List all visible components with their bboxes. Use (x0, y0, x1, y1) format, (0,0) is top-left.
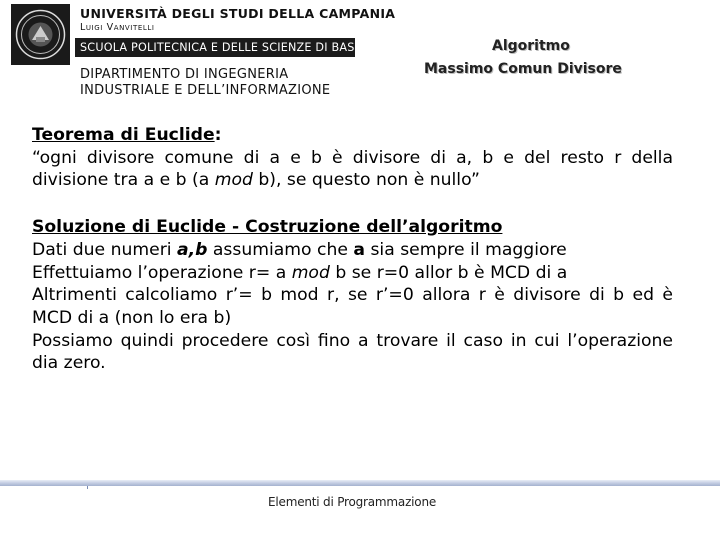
department-line-1: DIPARTIMENTO DI INGEGNERIA (80, 67, 289, 82)
solution-line-3: Altrimenti calcoliamo r’= b mod r, se r’=0 allora r è divisore di b ed è MCD di a (non lo era b) (32, 285, 673, 328)
university-name: UNIVERSITÀ DEGLI STUDI DELLA CAMPANIA (80, 6, 396, 21)
solution-heading-line (32, 216, 673, 239)
theorem-text-b: b), se questo non è nullo” (252, 170, 480, 191)
solution-line-2-b: b se r=0 allor b è MCD di a (329, 262, 568, 283)
solution-line-1-var: a,b (177, 239, 208, 260)
slide-content (32, 124, 673, 375)
solution-line-1 (32, 239, 673, 262)
school-name: SCUOLA POLITECNICA E DELLE SCIENZE DI BASE (80, 41, 362, 54)
solution-line-2-mod: mod (291, 262, 330, 283)
footer-text: Elementi di Programmazione (268, 495, 437, 509)
solution-line-4: Possiamo quindi procedere così fino a trovare il caso in cui l’operazione dia zero. (32, 330, 673, 374)
solution-line-2 (32, 262, 673, 285)
theorem-text (32, 147, 673, 192)
solution-line-1-bold: a (353, 239, 365, 260)
footer-bar-tick (87, 486, 88, 489)
theorem-heading-line (32, 124, 673, 147)
department-line-2: INDUSTRIALE E DELL’INFORMAZIONE (80, 83, 331, 98)
solution-line-1-c: sia sempre il maggiore (365, 239, 567, 260)
solution-line-1-b: assumiamo che (207, 239, 354, 260)
spacer (32, 192, 673, 216)
theorem-text-a: “ogni divisore comune di a e b è divisore di a, b e del resto r della divisione tra a e b (a (32, 147, 673, 191)
solution-heading: Soluzione di Euclide - Costruzione dell’algoritmo (32, 217, 503, 238)
theorem-heading: Teorema di Euclide (32, 125, 215, 145)
theorem-colon: : (214, 125, 222, 145)
footer-bar (0, 480, 720, 486)
slide-title-line-1: Algoritmo (492, 38, 570, 54)
solution-line-1-a: Dati due numeri (32, 239, 177, 260)
solution-line-2-a: Effettuiamo l’operazione r= a (32, 262, 292, 283)
university-seal-icon (11, 4, 70, 65)
university-subtitle: Luigi Vanvitelli (80, 22, 155, 33)
slide-title-line-2: Massimo Comun Divisore (424, 61, 622, 77)
theorem-mod: mod (214, 170, 253, 191)
